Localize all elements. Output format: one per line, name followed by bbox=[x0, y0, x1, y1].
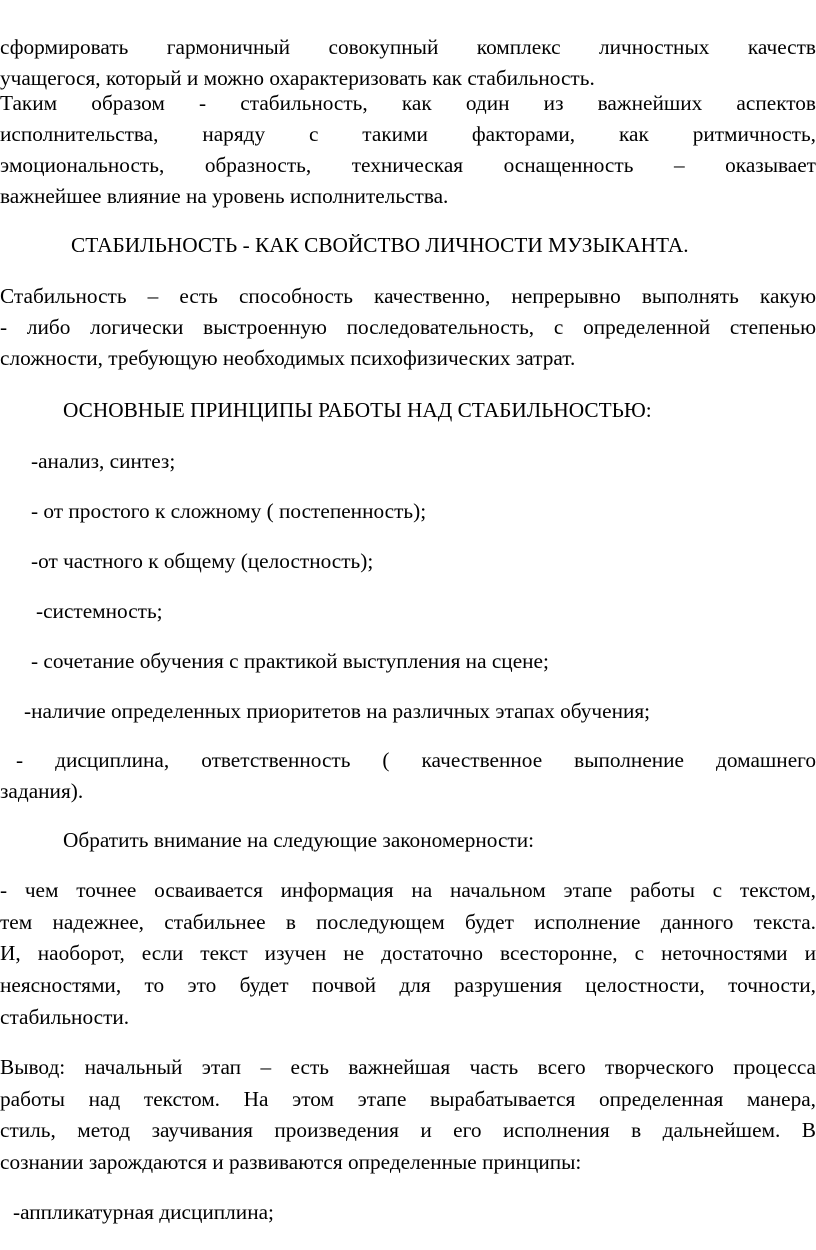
section-heading-stability: СТАБИЛЬНОСТЬ - КАК СВОЙСТВО ЛИЧНОСТИ МУЗЫКАНТА. bbox=[71, 233, 689, 257]
text-line: важнейшее влияние на уровень исполнительства. bbox=[0, 184, 449, 208]
text-line: Стабильность – есть способность качественно, непрерывно выполнять какую bbox=[0, 284, 816, 308]
list-item: -от частного к общему (целостность); bbox=[31, 549, 374, 573]
text-line: учащегося, который и можно охарактеризовать как стабильность. bbox=[0, 66, 595, 90]
text-line: эмоциональность, образность, техническая оснащенность – оказывает bbox=[0, 153, 816, 177]
section-heading-principles: ОСНОВНЫЕ ПРИНЦИПЫ РАБОТЫ НАД СТАБИЛЬНОСТЬЮ: bbox=[63, 398, 652, 422]
list-item: -аппликатурная дисциплина; bbox=[13, 1200, 274, 1224]
list-item: -наличие определенных приоритетов на различных этапах обучения; bbox=[24, 699, 651, 723]
text-line: сложности, требующую необходимых психофизических затрат. bbox=[0, 346, 576, 370]
text-line: И, наоборот, если текст изучен не достаточно всесторонне, с неточностями и bbox=[0, 941, 816, 965]
text-line: стабильности. bbox=[0, 1005, 130, 1029]
paragraph-regularities-intro: Обратить внимание на следующие закономерности: bbox=[63, 828, 535, 852]
text-line: Таким образом - стабильность, как один из важнейших аспектов bbox=[0, 91, 816, 115]
text-line: работы над текстом. На этом этапе вырабатывается определенная манера, bbox=[0, 1087, 816, 1111]
list-item: - сочетание обучения с практикой выступления на сцене; bbox=[31, 649, 549, 673]
list-item: - дисциплина, ответственность ( качественное выполнение домашнего bbox=[16, 748, 816, 772]
text-line: - либо логически выстроенную последовательность, с определенной степенью bbox=[0, 315, 816, 339]
text-line: тем надежнее, стабильнее в последующем будет исполнение данного текста. bbox=[0, 910, 816, 934]
text-line: неясностями, то это будет почвой для разрушения целостности, точности, bbox=[0, 973, 816, 997]
text-line: сознании зарождаются и развиваются определенные принципы: bbox=[0, 1150, 582, 1174]
list-item-continuation: задания). bbox=[0, 779, 84, 803]
text-line: сформировать гармоничный совокупный комплекс личностных качеств bbox=[0, 35, 816, 59]
list-item: -системность; bbox=[36, 599, 163, 623]
text-line: Вывод: начальный этап – есть важнейшая часть всего творческого процесса bbox=[0, 1055, 816, 1079]
text-line: - чем точнее осваивается информация на начальном этапе работы с текстом, bbox=[0, 878, 816, 902]
list-item: - от простого к сложному ( постепенность); bbox=[31, 499, 427, 523]
text-line: стиль, метод заучивания произведения и его исполнения в дальнейшем. В bbox=[0, 1118, 816, 1142]
list-item: -анализ, синтез; bbox=[31, 449, 176, 473]
text-line: исполнительства, наряду с такими факторами, как ритмичность, bbox=[0, 122, 816, 146]
